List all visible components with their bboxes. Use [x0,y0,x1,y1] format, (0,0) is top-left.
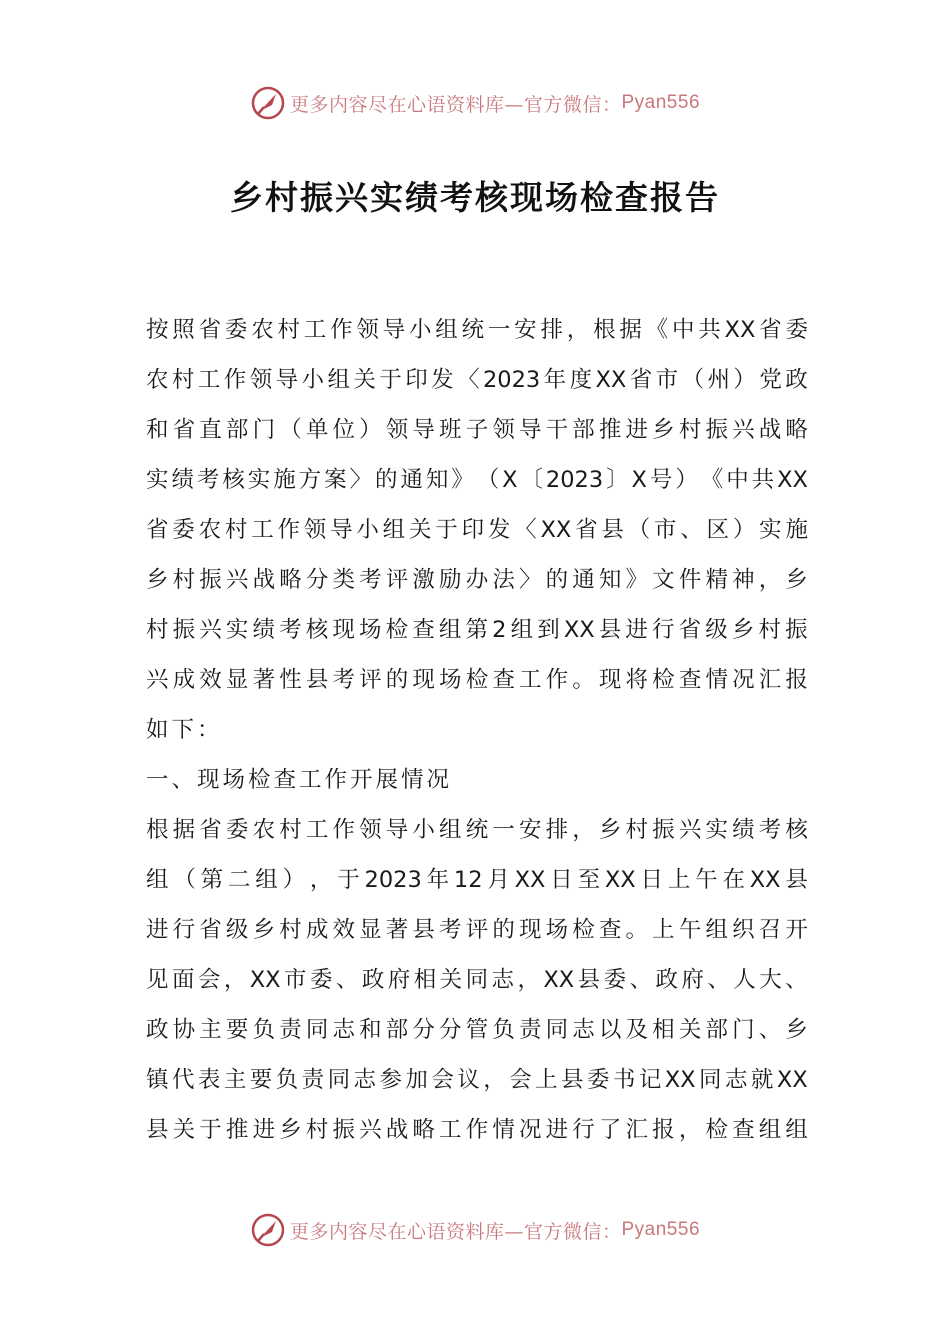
paragraph-line: 如下： [146,717,223,743]
paragraph-line: 实 绩 考 核 实 施 方 案 〉 的 通 知 》 （ X 〔 2023 〕 X 号 ） 《 中 共 XX [146,467,808,493]
banner-text: 更多内容尽在心语资料库—官方微信： [289,1220,622,1243]
paragraph-line: 乡 村 振 兴 战 略 分 类 考 评 激 励 办 法 〉 的 通 知 》 文 件 精 神 ， 乡 [146,567,808,593]
quill-logo-icon [250,1212,286,1248]
banner-wechat-id: Pyan556 [621,1219,701,1240]
paragraph-line: 农 村 工 作 领 导 小 组 关 于 印 发 〈 2023 年 度 XX 省 市 （ 州 ） 党 政 [146,367,808,393]
footer-banner [0,1210,950,1250]
paragraph-line: 见 面 会 ， XX 市 委 、 政 府 相 关 同 志 ， XX 县 委 、 政 府 、 人 大 、 [146,967,808,993]
paragraph-line: 省 委 农 村 工 作 领 导 小 组 关 于 印 发 〈 XX 省 县 （ 市 、 区 ） 实 施 [146,517,808,543]
header-banner [0,83,950,123]
paragraph-line: 一、现场检查工作开展情况 [146,767,453,793]
document-body [146,305,808,1155]
paragraph-line: 进 行 省 级 乡 村 成 效 显 著 县 考 评 的 现 场 检 查 。 上 午 组 织 召 开 [146,917,808,943]
paragraph-line: 政 协 主 要 负 责 同 志 和 部 分 分 管 负 责 同 志 以 及 相 关 部 门 、 乡 [146,1017,808,1043]
paragraph-line: 镇 代 表 主 要 负 责 同 志 参 加 会 议 ， 会 上 县 委 书 记 XX 同 志 就 XX [146,1067,808,1093]
paragraph-line: 兴 成 效 显 著 性 县 考 评 的 现 场 检 查 工 作 。 现 将 检 查 情 况 汇 报 [146,667,808,693]
banner-wechat-id: Pyan556 [621,92,701,113]
paragraph-line: 按 照 省 委 农 村 工 作 领 导 小 组 统 一 安 排 ， 根 据 《 中 共 XX 省 委 [146,317,808,343]
paragraph-line: 根 据 省 委 农 村 工 作 领 导 小 组 统 一 安 排 ， 乡 村 振 兴 实 绩 考 核 [146,817,808,843]
quill-logo-icon [250,85,286,121]
paragraph-line: 村 振 兴 实 绩 考 核 现 场 检 查 组 第 2 组 到 XX 县 进 行 省 级 乡 村 振 [146,617,808,643]
paragraph-line: 组 （ 第 二 组 ） ， 于 2023 年 12 月 XX 日 至 XX 日 上 午 在 XX 县 [146,867,808,893]
paragraph-line: 和 省 直 部 门 （ 单 位 ） 领 导 班 子 领 导 干 部 推 进 乡 村 振 兴 战 略 [146,417,808,443]
document-title: 乡村振兴实绩考核现场检查报告 [230,178,720,217]
paragraph-line: 县 关 于 推 进 乡 村 振 兴 战 略 工 作 情 况 进 行 了 汇 报 ， 检 查 组 组 [146,1117,808,1143]
banner-text: 更多内容尽在心语资料库—官方微信： [289,93,622,116]
